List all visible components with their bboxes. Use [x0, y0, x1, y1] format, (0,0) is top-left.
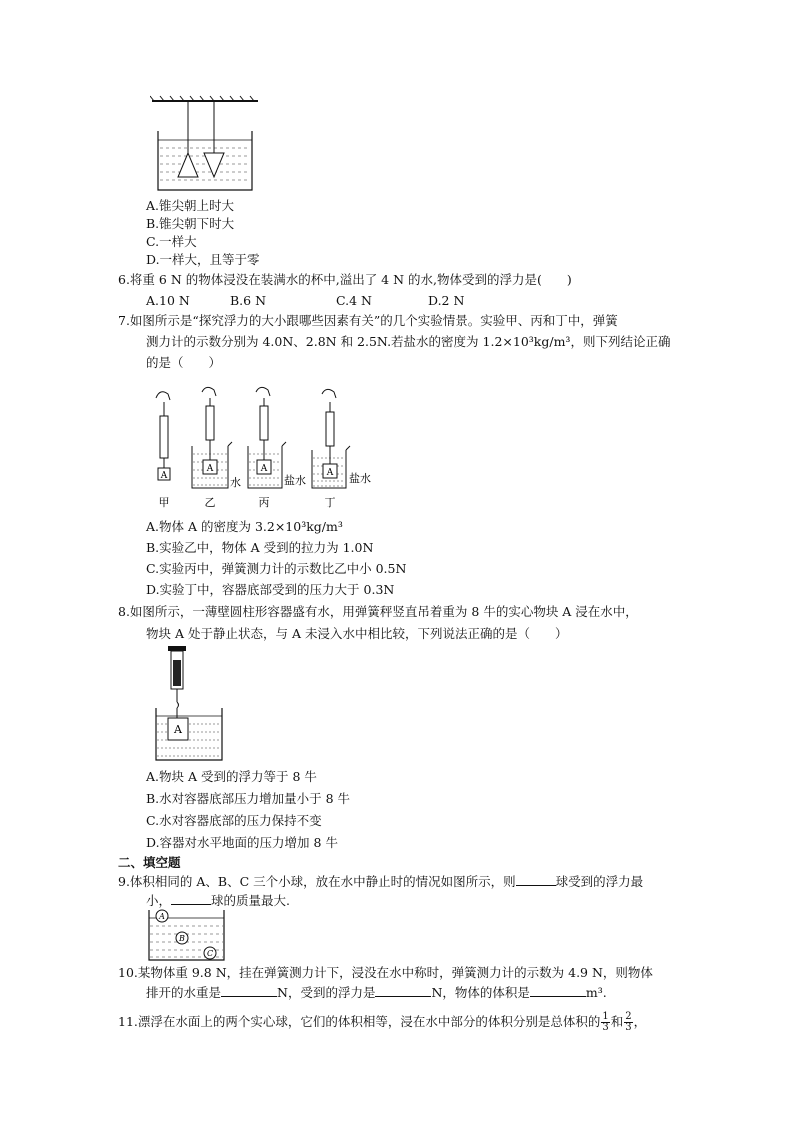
q8-stem-line2: 物块 A 处于静止状态，与 A 未浸入水中相比较，下列说法正确的是（ ）: [146, 626, 568, 641]
section-fill-in: 二、填空题: [118, 855, 181, 870]
q5-option-c: C.一样大: [146, 234, 197, 249]
q7-stem-line3: 的是（ ）: [146, 355, 222, 370]
q5-option-b: B.锥尖朝下时大: [146, 216, 235, 231]
q6-option-d: D.2 N: [428, 293, 465, 308]
q10-text-d: m³.: [585, 985, 607, 1000]
q7-label-brine2: 盐水: [349, 472, 371, 485]
q7-option-c: C.实验丙中，弹簧测力计的示数比乙中小 0.5N: [146, 561, 407, 576]
svg-text:A: A: [160, 471, 168, 481]
q9-figure: [146, 908, 228, 962]
q6-stem: 6.将重 6 N 的物体浸没在装满水的杯中,溢出了 4 N 的水,物体受到的浮力是( ): [118, 272, 572, 287]
q8-option-b: B.水对容器底部压力增加量小于 8 牛: [146, 791, 351, 806]
q11-fraction-1: [601, 1012, 609, 1033]
q5-option-a: A.锥尖朝上时大: [146, 198, 235, 213]
q11-frac1-num: 1: [602, 1011, 609, 1022]
q10-line2: [146, 984, 607, 1002]
q10-text-a: 排开的水重是: [146, 985, 222, 1000]
q7-option-b: B.实验乙中，物体 A 受到的拉力为 1.0N: [146, 540, 374, 555]
q10-text-c: N，物体的体积是: [431, 985, 530, 1000]
q8-block-label: A: [174, 723, 182, 736]
q9-text-a: 9.体积相同的 A、B、C 三个小球，放在水中静止时的情况如图所示，则: [118, 874, 516, 889]
q11-frac2-num: 2: [625, 1011, 632, 1022]
q8-option-a: A.物块 A 受到的浮力等于 8 牛: [146, 769, 317, 784]
q6-option-a: A.10 N: [146, 293, 190, 308]
q11-frac1-den: 3: [602, 1022, 609, 1033]
q7-setup-ding: [312, 389, 350, 488]
q10-blank-3[interactable]: [530, 984, 586, 997]
q11-frac2-den: 3: [625, 1022, 632, 1033]
q8-option-d: D.容器对水平地面的压力增加 8 牛: [146, 835, 338, 850]
q9-ball-a: A: [159, 912, 165, 921]
q9-ball-c: C: [206, 949, 214, 958]
q6-option-b: B.6 N: [230, 293, 267, 308]
q7-option-d: D.实验丁中，容器底部受到的压力大于 0.3N: [146, 582, 395, 597]
q9-text-d: 球的质量最大.: [211, 893, 290, 908]
q10-text-b: N，受到的浮力是: [277, 985, 376, 1000]
q9-text-c: 小，: [146, 893, 172, 908]
q6-option-c: C.4 N: [336, 293, 372, 308]
q11-fraction-2: [624, 1012, 632, 1033]
q11-and: 和: [610, 1014, 624, 1029]
q9-line1: [118, 873, 643, 891]
q7-label-ding: 丁: [324, 496, 336, 509]
q7-stem-line1: 7.如图所示是“探究浮力的大小跟哪些因素有关”的几个实验情景。实验甲、丙和丁中，弹簧: [118, 313, 618, 328]
q11-tail: ，: [633, 1014, 647, 1029]
q7-setup-bing: [248, 387, 286, 488]
svg-text:A: A: [206, 464, 214, 474]
q9-ball-b: B: [179, 934, 185, 943]
q11-line1: [118, 1012, 646, 1033]
q9-blank-1[interactable]: [516, 873, 556, 886]
q9-text-b: 球受到的浮力最: [555, 874, 644, 889]
q7-setup-yi: [192, 387, 232, 488]
q7-setup-jia: [156, 392, 170, 481]
q7-stem-line2: 测力计的示数分别为 4.0N、2.8N 和 2.5N.若盐水的密度为 1.2×10³kg/m³，则下列结论正确: [146, 334, 671, 349]
q8-option-c: C.水对容器底部的压力保持不变: [146, 813, 322, 828]
q10-line1: 10.某物体重 9.8 N，挂在弹簧测力计下，浸没在水中称时，弹簧测力计的示数为 4.9 N，则物体: [118, 965, 653, 980]
q7-label-water: 水: [230, 476, 241, 489]
q7-label-bing: 丙: [258, 496, 270, 509]
q7-label-jia: 甲: [158, 496, 170, 509]
q11-text-a: 11.漂浮在水面上的两个实心球，它们的体积相等，浸在水中部分的体积分别是总体积的: [118, 1014, 601, 1029]
q10-blank-1[interactable]: [221, 984, 277, 997]
svg-text:A: A: [326, 468, 334, 478]
q5-option-d: D.一样大，且等于零: [146, 252, 260, 267]
svg-text:A: A: [260, 464, 268, 474]
q10-blank-2[interactable]: [375, 984, 431, 997]
q7-figure: [146, 384, 386, 512]
q5-figure: [150, 95, 262, 195]
q7-label-yi: 乙: [204, 496, 216, 509]
q9-blank-2[interactable]: [171, 892, 211, 905]
q8-figure: [150, 646, 230, 766]
q7-option-a: A.物体 A 的密度为 3.2×10³kg/m³: [146, 519, 343, 534]
q7-label-brine1: 盐水: [284, 474, 306, 487]
q8-stem-line1: 8.如图所示，一薄壁圆柱形容器盛有水，用弹簧秤竖直吊着重为 8 牛的实心物块 A 浸在水中，: [118, 604, 638, 619]
